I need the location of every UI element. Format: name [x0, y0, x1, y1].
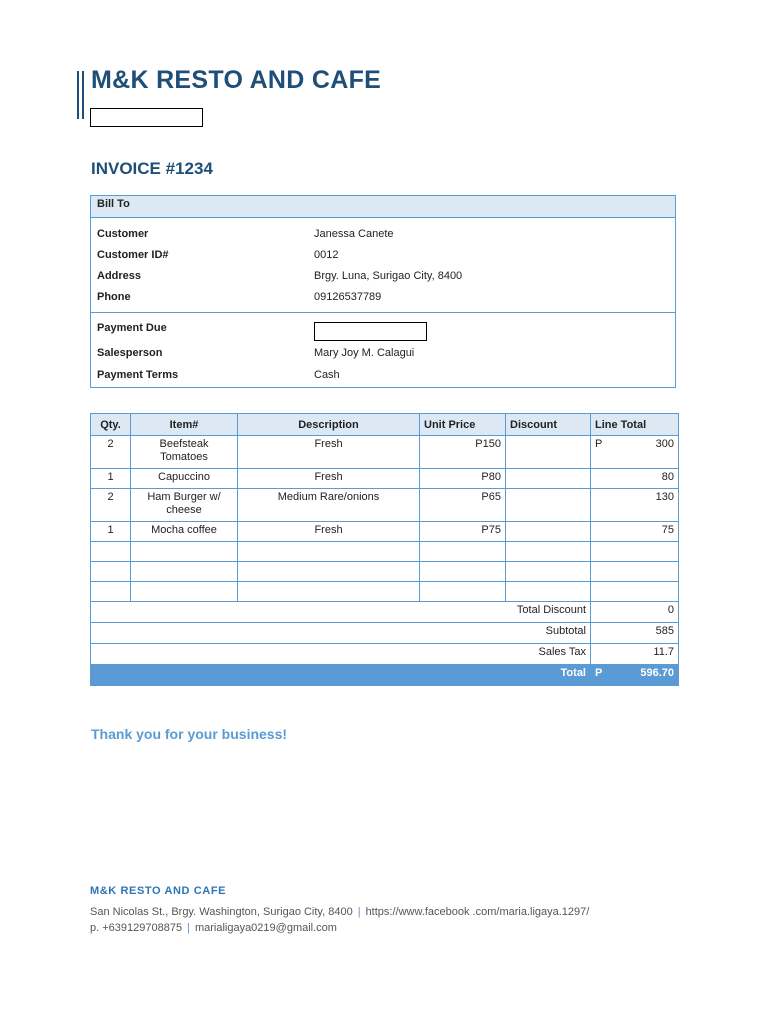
qty-cell: 1 — [91, 522, 131, 542]
line-items-table — [90, 413, 679, 686]
col-header-line-total: Line Total — [591, 414, 679, 436]
sales-tax-value: 11.7 — [591, 644, 679, 665]
footer-company-name: M&K RESTO AND CAFE — [90, 885, 227, 897]
description-cell: Fresh — [238, 469, 420, 489]
table-row — [91, 436, 679, 469]
phone-label: Phone — [97, 291, 131, 303]
line-total-cell — [591, 436, 679, 469]
qty-cell: 2 — [91, 436, 131, 469]
subtotal-value: 585 — [591, 623, 679, 644]
sales-tax-label: Sales Tax — [91, 644, 591, 665]
company-name: M&K RESTO AND CAFE — [91, 66, 382, 94]
payment-terms-label: Payment Terms — [97, 369, 179, 381]
footer-line-1 — [90, 906, 589, 918]
total-value-cell — [591, 665, 679, 686]
thank-you-message: Thank you for your business! — [91, 726, 288, 742]
customer-id-value: 0012 — [314, 249, 339, 261]
item-cell: Ham Burger w/ cheese — [131, 489, 238, 522]
table-row — [91, 469, 679, 489]
table-row — [91, 489, 679, 522]
line-total-cell: 130 — [591, 489, 679, 522]
footer-phone: p. +639129708875 — [90, 922, 183, 934]
payment-due-field[interactable] — [314, 322, 427, 341]
bill-to-heading: Bill To — [97, 198, 130, 210]
item-cell: Capuccino — [131, 469, 238, 489]
line-total-cell: 80 — [591, 469, 679, 489]
address-label: Address — [97, 270, 142, 282]
salesperson-value: Mary Joy M. Calagui — [314, 347, 415, 359]
qty-cell: 2 — [91, 489, 131, 522]
accent-bar-left — [77, 71, 79, 119]
subtotal-label: Subtotal — [91, 623, 591, 644]
description-cell: Fresh — [238, 436, 420, 469]
unit-price-cell: P150 — [420, 436, 506, 469]
currency-symbol: P — [595, 438, 603, 450]
address-value: Brgy. Luna, Surigao City, 8400 — [314, 270, 463, 282]
footer-line-2 — [90, 922, 337, 934]
item-cell: Mocha coffee — [131, 522, 238, 542]
empty-table-row — [91, 582, 679, 602]
discount-cell — [506, 469, 591, 489]
bill-to-divider — [91, 312, 675, 313]
qty-cell: 1 — [91, 469, 131, 489]
unit-price-cell: P80 — [420, 469, 506, 489]
footer-url[interactable]: https://www.facebook .com/maria.ligaya.1297/ — [365, 906, 590, 918]
customer-id-label: Customer ID# — [97, 249, 169, 261]
total-discount-row — [91, 602, 679, 623]
table-row — [91, 522, 679, 542]
footer-separator: | — [187, 922, 190, 934]
invoice-title: INVOICE #1234 — [91, 159, 213, 178]
phone-value: 09126537789 — [314, 291, 382, 303]
salesperson-label: Salesperson — [97, 347, 163, 359]
total-discount-value: 0 — [591, 602, 679, 623]
total-currency: P — [595, 667, 603, 679]
payment-terms-value: Cash — [314, 369, 340, 381]
col-header-discount: Discount — [506, 414, 591, 436]
description-cell: Medium Rare/onions — [238, 489, 420, 522]
col-header-description: Description — [238, 414, 420, 436]
total-discount-label: Total Discount — [91, 602, 591, 623]
unit-price-cell: P65 — [420, 489, 506, 522]
empty-table-row — [91, 542, 679, 562]
bill-to-section — [90, 195, 676, 388]
bill-to-header — [91, 196, 675, 218]
subtotal-row — [91, 623, 679, 644]
col-header-item: Item# — [131, 414, 238, 436]
col-header-unit-price: Unit Price — [420, 414, 506, 436]
footer-separator: | — [357, 906, 361, 918]
item-cell: Beefsteak Tomatoes — [131, 436, 238, 469]
sales-tax-row — [91, 644, 679, 665]
footer-address: San Nicolas St., Brgy. Washington, Surigao City, 8400 — [90, 906, 353, 918]
discount-cell — [506, 436, 591, 469]
total-label: Total — [91, 665, 591, 686]
empty-field-box — [90, 108, 203, 127]
discount-cell — [506, 489, 591, 522]
line-total-cell: 75 — [591, 522, 679, 542]
footer-email[interactable]: marialigaya0219@gmail.com — [194, 922, 337, 934]
empty-table-row — [91, 562, 679, 582]
accent-bar-right — [82, 71, 84, 119]
line-total-value: 300 — [655, 438, 674, 450]
customer-label: Customer — [97, 228, 149, 240]
table-header-row — [91, 414, 679, 436]
discount-cell — [506, 522, 591, 542]
description-cell: Fresh — [238, 522, 420, 542]
unit-price-cell: P75 — [420, 522, 506, 542]
customer-value: Janessa Canete — [314, 228, 394, 240]
total-row — [91, 665, 679, 686]
total-value: 596.70 — [640, 667, 674, 679]
payment-due-label: Payment Due — [97, 322, 167, 334]
col-header-qty: Qty. — [91, 414, 131, 436]
